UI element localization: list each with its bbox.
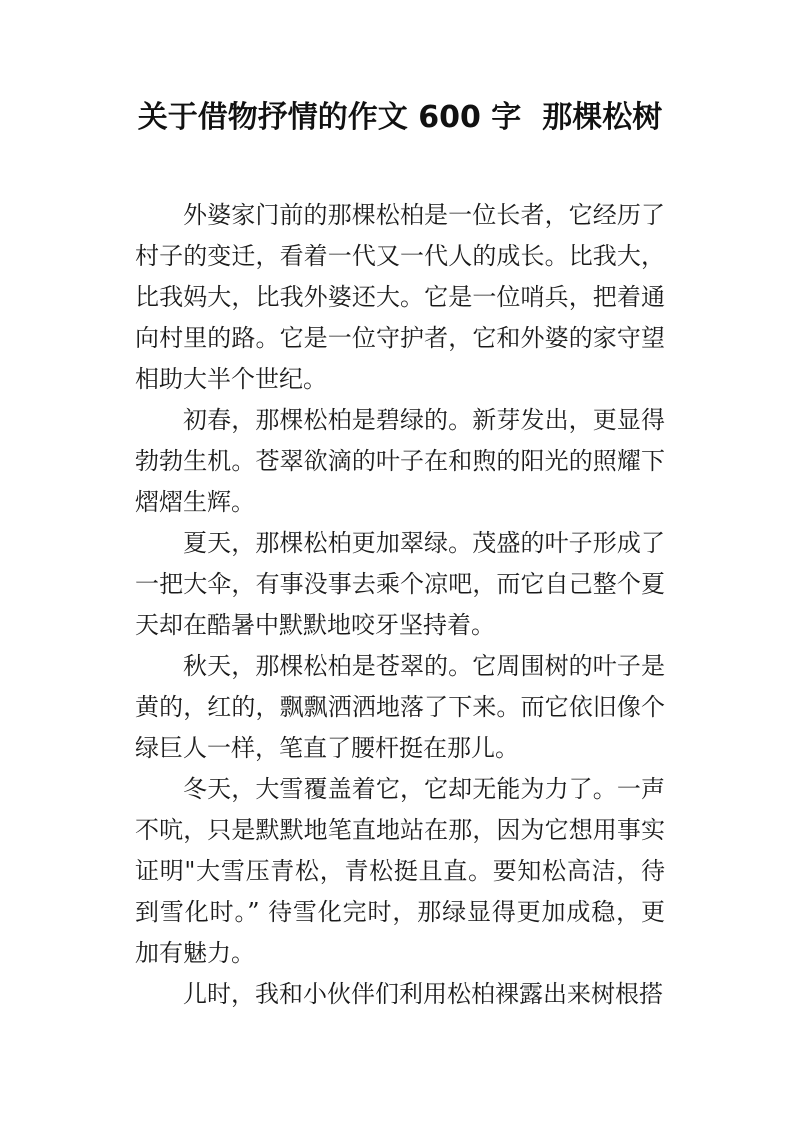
document-title: 关于借物抒情的作文 600 字 那棵松树 (137, 100, 663, 135)
paragraph-childhood: 儿时，我和小伙伴们利用松柏裸露出来树根搭 (183, 980, 663, 1008)
paragraph-spring: 初春，那棵松柏是碧绿的。新芽发出，更显得勃勃生机。苍翠欲滴的叶子在和煦的阳光的照耀下熠熠生辉。 (135, 406, 665, 516)
paragraph-autumn: 秋天，那棵松柏是苍翠的。它周围树的叶子是黄的，红的，飘飘洒洒地落了下来。而它依旧像个绿巨人一样，笔直了腰杆挺在那儿。 (135, 652, 665, 762)
essay-body (135, 195, 665, 1015)
paragraph-summer: 夏天，那棵松柏更加翠绿。茂盛的叶子形成了一把大伞，有事没事去乘个凉吧，而它自己整个夏天却在酷暑中默默地咬牙坚持着。 (135, 529, 665, 639)
paragraph-winter: 冬天，大雪覆盖着它，它却无能为力了。一声不吭，只是默默地笔直地站在那，因为它想用事实证明"大雪压青松，青松挺且直。要知松高洁，待到雪化时。” 待雪化完时，那绿显得更加成稳，更加有魅力。 (135, 775, 665, 967)
paragraph-intro: 外婆家门前的那棵松柏是一位长者，它经历了村子的变迁，看着一代又一代人的成长。比我大，比我妈大，比我外婆还大。它是一位哨兵，把着通向村里的路。它是一位守护者，它和外婆的家守望相助大半个世纪。 (135, 201, 665, 393)
